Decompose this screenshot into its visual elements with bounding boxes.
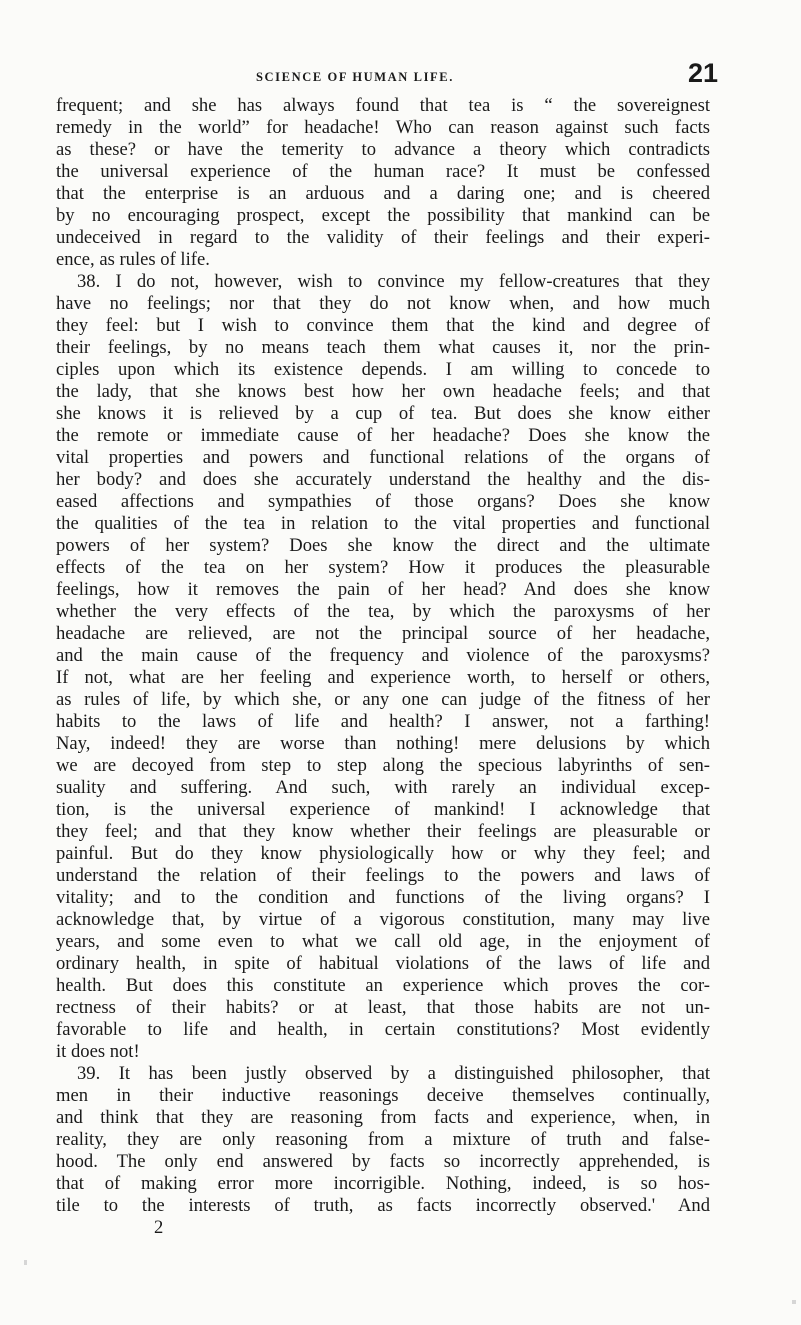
- text-line: and the main cause of the frequency and violence of the paroxysms?: [56, 645, 710, 666]
- signature-mark: 2: [154, 1217, 164, 1238]
- text-line: the lady, that she knows best how her own headache feels; and that: [56, 381, 710, 402]
- text-line: headache are relieved, are not the principal source of her headache,: [56, 623, 710, 644]
- text-line: as rules of life, by which she, or any one can judge of the fitness of her: [56, 689, 710, 710]
- text-line: that the enterprise is an arduous and a daring one; and is cheered: [56, 183, 710, 204]
- text-line: ence, as rules of life.: [56, 249, 210, 270]
- text-line: powers of her system? Does she know the direct and the ultimate: [56, 535, 710, 556]
- text-line: hood. The only end answered by facts so incorrectly apprehended, is: [56, 1151, 710, 1172]
- text-line: their feelings, by no means teach them what causes it, nor the prin-: [56, 337, 710, 358]
- text-line: suality and suffering. And such, with rarely an individual excep-: [56, 777, 710, 798]
- text-line: years, and some even to what we call old age, in the enjoyment of: [56, 931, 710, 952]
- scan-speck: [792, 1300, 796, 1304]
- text-line: undeceived in regard to the validity of their feelings and their experi-: [56, 227, 710, 248]
- paragraph-39-start: 39. It has been justly observed by a distinguished philosopher, that: [77, 1063, 710, 1084]
- text-line: whether the very effects of the tea, by which the paroxysms of her: [56, 601, 710, 622]
- text-line: have no feelings; nor that they do not know when, and how much: [56, 293, 710, 314]
- text-line: they feel: but I wish to convince them that the kind and degree of: [56, 315, 710, 336]
- text-line: frequent; and she has always found that tea is “ the sovereignest: [56, 95, 710, 116]
- text-line: the qualities of the tea in relation to the vital properties and functional: [56, 513, 710, 534]
- text-line: health. But does this constitute an experience which proves the cor-: [56, 975, 710, 996]
- text-line: the universal experience of the human race? It must be confessed: [56, 161, 710, 182]
- scan-speck: [24, 1260, 27, 1265]
- text-line: that of making error more incorrigible. Nothing, indeed, is so hos-: [56, 1173, 710, 1194]
- text-line: they feel; and that they know whether their feelings are pleasurable or: [56, 821, 710, 842]
- running-head: SCIENCE OF HUMAN LIFE.: [256, 70, 454, 84]
- text-line: tion, is the universal experience of mankind! I acknowledge that: [56, 799, 710, 820]
- text-line: her body? and does she accurately understand the healthy and the dis-: [56, 469, 710, 490]
- text-line: tile to the interests of truth, as facts incorrectly observed.' And: [56, 1195, 710, 1216]
- text-line: Nay, indeed! they are worse than nothing! mere delusions by which: [56, 733, 710, 754]
- text-line: ordinary health, in spite of habitual violations of the laws of life and: [56, 953, 710, 974]
- text-line: vital properties and powers and functional relations of the organs of: [56, 447, 710, 468]
- text-line: reality, they are only reasoning from a mixture of truth and false-: [56, 1129, 710, 1150]
- page-number: 21: [688, 58, 719, 88]
- text-line: rectness of their habits? or at least, that those habits are not un-: [56, 997, 710, 1018]
- text-line: painful. But do they know physiologically how or why they feel; and: [56, 843, 710, 864]
- text-line: it does not!: [56, 1041, 140, 1062]
- text-line: habits to the laws of life and health? I answer, not a farthing!: [56, 711, 710, 732]
- text-line: by no encouraging prospect, except the possibility that mankind can be: [56, 205, 710, 226]
- text-line: If not, what are her feeling and experience worth, to herself or others,: [56, 667, 710, 688]
- text-line: acknowledge that, by virtue of a vigorous constitution, many may live: [56, 909, 710, 930]
- text-line: ciples upon which its existence depends. I am willing to concede to: [56, 359, 710, 380]
- text-line: eased affections and sympathies of those organs? Does she know: [56, 491, 710, 512]
- text-line: remedy in the world” for headache! Who can reason against such facts: [56, 117, 710, 138]
- text-line: vitality; and to the condition and functions of the living organs? I: [56, 887, 710, 908]
- text-line: the remote or immediate cause of her headache? Does she know the: [56, 425, 710, 446]
- text-line: favorable to life and health, in certain constitutions? Most evidently: [56, 1019, 710, 1040]
- text-line: men in their inductive reasonings deceive themselves continually,: [56, 1085, 710, 1106]
- text-line: and think that they are reasoning from facts and experience, when, in: [56, 1107, 710, 1128]
- text-line: understand the relation of their feelings to the powers and laws of: [56, 865, 710, 886]
- text-line: effects of the tea on her system? How it produces the pleasurable: [56, 557, 710, 578]
- text-line: she knows it is relieved by a cup of tea. But does she know either: [56, 403, 710, 424]
- text-line: feelings, how it removes the pain of her head? And does she know: [56, 579, 710, 600]
- paragraph-38-start: 38. I do not, however, wish to convince my fellow-creatures that they: [77, 271, 710, 292]
- text-line: we are decoyed from step to step along the specious labyrinths of sen-: [56, 755, 710, 776]
- text-line: as these? or have the temerity to advance a theory which contradicts: [56, 139, 710, 160]
- body-text: [56, 95, 710, 1239]
